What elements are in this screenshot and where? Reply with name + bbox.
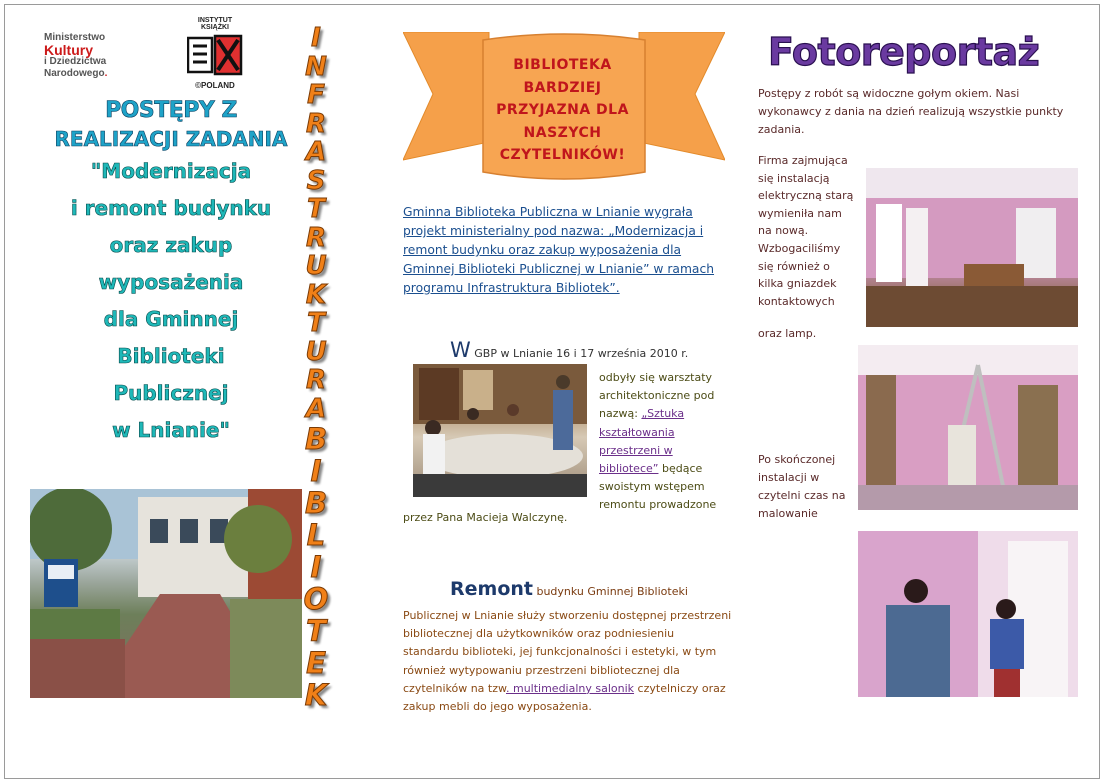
institute-logo bbox=[184, 17, 246, 90]
vertical-letter: R bbox=[305, 108, 327, 139]
workshop-text-after: będące swoistym wstępem remontu prowadzone bbox=[599, 462, 717, 512]
remont-text-before: Publicznej w Lnianie służy stworzeniu dostępnej przestrzeni bibliotecznej dla użytkowników oraz podniesieniu standardu biblioteki, jej funkcjonalności i estetyki, w tym również wytypowaniu przestrzeni bibliotecznej dla czytelników na tzw bbox=[403, 609, 732, 695]
vertical-letter: I bbox=[311, 23, 321, 53]
left-title-line: dla Gminnej bbox=[103, 307, 239, 331]
workshop-heading-text: GBP w Lnianie 16 i 17 września 2010 r. bbox=[474, 347, 689, 360]
ministry-line4: Narodowego. bbox=[44, 68, 108, 79]
workshop-heading bbox=[450, 338, 688, 362]
vertical-letter: S bbox=[306, 165, 326, 196]
left-title-line: wyposażenia bbox=[98, 270, 244, 294]
left-title-line: oraz zakup bbox=[109, 233, 233, 257]
vertical-letter: R bbox=[305, 365, 327, 395]
banner-line: BARDZIEJ bbox=[523, 79, 602, 96]
left-title-line: w Lnianie" bbox=[112, 418, 230, 442]
vertical-letter: U bbox=[305, 336, 327, 367]
left-title-line: Biblioteki bbox=[117, 344, 225, 368]
workshop-tail: przez Pana Macieja Walczynę. bbox=[403, 511, 568, 524]
vertical-letter: T bbox=[307, 308, 325, 338]
ladder-room-photo bbox=[858, 345, 1078, 510]
vertical-letter: F bbox=[307, 80, 325, 110]
banner-line: NASZYCH bbox=[523, 124, 602, 141]
remont-dropcap: Remont bbox=[450, 578, 533, 600]
remont-heading-text: budynku Gminnej Biblioteki bbox=[532, 585, 688, 598]
lamp-caption: oraz lamp. bbox=[758, 327, 817, 340]
banner-line: BIBLIOTEKA bbox=[513, 57, 612, 73]
vertical-letter: B bbox=[304, 422, 328, 456]
vertical-letter: A bbox=[305, 137, 327, 167]
fotoreportaz-title: Fotoreportaż bbox=[768, 30, 1040, 74]
garden-photo bbox=[30, 489, 302, 698]
ministry-line2: Kultury bbox=[44, 42, 93, 58]
painting-photo bbox=[858, 531, 1078, 697]
workshop-photo bbox=[413, 364, 587, 497]
banner-line: CZYTELNIKÓW! bbox=[499, 147, 626, 163]
vertical-letter: A bbox=[305, 393, 327, 424]
vertical-letter: B bbox=[304, 486, 328, 520]
ministry-line3: i Dziedzictwa bbox=[44, 56, 107, 67]
banner-text bbox=[485, 54, 640, 167]
vertical-letter: U bbox=[305, 251, 327, 281]
remont-text bbox=[403, 607, 733, 716]
vertical-letter: T bbox=[307, 194, 325, 224]
left-title-line: REALIZACJI ZADANIA bbox=[54, 127, 288, 151]
banner-line: PRZYJAZNA DLA bbox=[496, 102, 629, 118]
reading-room-photo bbox=[866, 168, 1078, 327]
vertical-letter: I bbox=[310, 550, 322, 584]
left-title-line: i remont budynku bbox=[70, 196, 272, 220]
institute-poland: ©POLAND bbox=[195, 81, 235, 90]
workshop-link[interactable]: „Sztuka kształtowania przestrzeni w bibliotece” bbox=[599, 407, 685, 476]
vertical-letter: T bbox=[306, 614, 326, 648]
left-title-line: "Modernizacja bbox=[90, 159, 252, 183]
vertical-letter: O bbox=[303, 582, 329, 616]
vertical-letter: I bbox=[310, 454, 322, 488]
left-title-line: POSTĘPY Z bbox=[105, 98, 237, 123]
ministry-logo bbox=[44, 32, 144, 80]
electric-caption: Firma zajmująca się instalacją elektryczną starą wymieniła nam na nową. Wzbogaciliśmy się również o kilka gniazdek kontaktowych bbox=[758, 154, 854, 308]
vertical-letter: K bbox=[304, 678, 328, 712]
vertical-letter: K bbox=[305, 279, 327, 310]
remont-link[interactable]: . multimedialny salonik bbox=[505, 681, 635, 695]
painting-caption: Po skończonej instalacji w czytelni czas na malowanie bbox=[758, 453, 846, 520]
left-title bbox=[30, 96, 312, 449]
remont-text-after: czytelniczy oraz zakup mebli do jego wyposażenia. bbox=[403, 681, 726, 714]
workshop-text-before: odbyły się warsztaty architektoniczne pod nazwą: bbox=[599, 371, 715, 421]
vertical-letter: N bbox=[305, 51, 327, 82]
workshop-text bbox=[599, 369, 729, 515]
ministry-line1: Ministerstwo bbox=[44, 32, 106, 43]
intro-link-text[interactable]: Gminna Biblioteka Publiczna w Lnianie wygrała projekt ministerialny pod nazwa: „Modernizacja i remont budynku oraz zakup wyposażenia dla Gminnej Biblioteki Publicznej w Lnianie” w ramach programu Infrastruktura Bibliotek”. bbox=[403, 205, 715, 295]
workshop-dropcap: W bbox=[450, 338, 471, 362]
vertical-letter: L bbox=[306, 518, 326, 552]
book-institute-icon bbox=[187, 34, 243, 78]
fotoreportaz-intro: Postępy z robót są widoczne gołym okiem. Nasi wykonawcy z dania na dzień realizują wszystkie punkty zadania. bbox=[758, 87, 1064, 137]
vertical-letter: R bbox=[305, 222, 327, 253]
vertical-letter: E bbox=[306, 646, 326, 680]
remont-heading bbox=[450, 578, 688, 600]
institute-label: INSTYTUT KSIĄŻKI bbox=[197, 17, 233, 31]
left-title-line: Publicznej bbox=[113, 381, 229, 405]
